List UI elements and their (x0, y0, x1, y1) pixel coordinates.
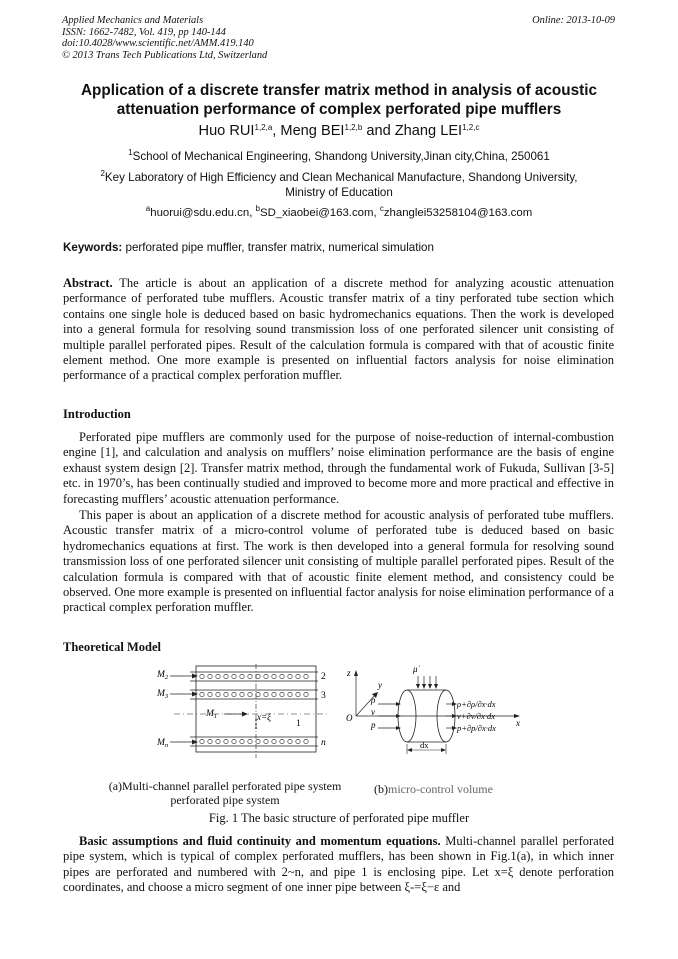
perforation-hole (264, 674, 268, 678)
caption-a-line-1: (a)Multi-channel parallel perforated pipe system (108, 779, 342, 793)
perforation-hole (200, 739, 204, 743)
perforation-hole (256, 674, 260, 678)
email-sup: c (379, 204, 384, 213)
perforation-hole (240, 692, 244, 696)
journal-name: Applied Mechanics and Materials (62, 15, 204, 26)
author-separator: and (362, 123, 395, 139)
theoretical-model-heading: Theoretical Model (63, 640, 162, 654)
perforation-hole (288, 739, 292, 743)
perforation-holes (200, 692, 308, 696)
perforation-hole (296, 674, 300, 678)
perforation-hole (208, 739, 212, 743)
figure-1a-caption (90, 779, 360, 807)
perforation-hole (264, 739, 268, 743)
perforation-hole (232, 692, 236, 696)
perforation-hole (240, 739, 244, 743)
affiliation-2 (60, 170, 618, 200)
perforation-hole (256, 739, 260, 743)
title-line-1: Application of a discrete transfer matrix method in analysis of acoustic (81, 82, 597, 99)
axis-y: y (378, 680, 382, 690)
caption-a-line-2: perforated pipe system (170, 793, 280, 807)
email-sup: a (145, 204, 151, 213)
perforation-hole (296, 739, 300, 743)
perforation-hole (288, 674, 292, 678)
perforation-hole (264, 692, 268, 696)
title-line-2: attenuation performance of complex perforated pipe mufflers (116, 101, 562, 118)
perforation-hole (280, 739, 284, 743)
introduction-paragraph-1: Perforated pipe mufflers are commonly used for the purpose of noise-reduction of internal-combustion engine [1], and calculation and analysis on mufflers’ noise elimination performance are the basis of engine exhaust system design [2]. Transfer matrix method, through the fundamental work of Fukuda, Sullivan [3-5] etc. in 1970’s, has been continually studied and improved to become more and more practical and effective in forecasting mufflers’ acoustic attenuation performance. (63, 430, 614, 506)
label-mass-flow: μ̇ (413, 664, 418, 674)
perforation-hole (272, 692, 276, 696)
label-m1: $M_1$ (206, 709, 218, 720)
affiliation-sup: 1 (128, 148, 133, 157)
perforation-hole (200, 674, 204, 678)
abstract-label: Abstract. (63, 276, 113, 290)
perforation-hole (224, 692, 228, 696)
label-pipe-1: 1 (296, 719, 301, 729)
perforation-hole (272, 674, 276, 678)
label-v: v (371, 707, 375, 717)
label-p-out: p+∂p/∂x·dx (457, 723, 496, 733)
introduction-paragraph-2: This paper is about an application of a discrete method for acoustic analysis of perforated tube mufflers. Acoustic transfer matrix of a micro-control volume of perforated tube is deduced based on basic hydromechanics equations at first. The work is then developed into a general formula for resolving sound transmission loss of one perforated silencer unit consisting of multiple parallel perforated pipes. Result of the calculation formula is compared with that of acoustic finite element method, and consistency could be observed. One more example is presented on influential factor analysis for noise elimination performance of a practical complex perforation muffler. (63, 508, 614, 615)
label-pipe-n: n (321, 738, 326, 748)
perforation-hole (216, 674, 220, 678)
perforation-holes (200, 674, 308, 678)
author-sup: 1,2,b (344, 123, 363, 132)
label-mn: $M_n$ (157, 738, 169, 749)
label-m2: $M_2$ (157, 670, 169, 681)
keywords-label: Keywords: (63, 241, 123, 254)
paper-title (40, 81, 638, 119)
perforation-hole (248, 739, 252, 743)
author-name: Meng BEI (280, 123, 345, 139)
perforation-hole (304, 692, 308, 696)
perforation-hole (296, 692, 300, 696)
label-dx: dx (420, 740, 429, 750)
perforation-hole (216, 739, 220, 743)
label-rho: ρ (371, 695, 376, 705)
perforation-hole (208, 692, 212, 696)
perforation-hole (224, 739, 228, 743)
journal-copyright: © 2013 Trans Tech Publications Ltd, Switzerland (62, 49, 268, 61)
journal-issn: ISSN: 1662-7482, Vol. 419, pp 140-144 (62, 26, 226, 38)
label-v-out: v+∂v/∂x·dx (457, 711, 495, 721)
perforation-hole (272, 739, 276, 743)
basic-assumptions-paragraph (63, 834, 614, 896)
label-xi: x=ξ (257, 712, 271, 722)
abstract (63, 276, 614, 384)
basic-assumptions-label: Basic assumptions and fluid continuity and momentum equations. (79, 834, 441, 848)
perforation-hole (248, 674, 252, 678)
journal-header (62, 15, 267, 61)
perforation-hole (280, 674, 284, 678)
perforation-hole (280, 692, 284, 696)
affiliation-text: Key Laboratory of High Efficiency and Clean Mechanical Manufacture, Shandong University, (104, 171, 578, 184)
author-sup: 1,2,c (462, 123, 480, 132)
basic-assumptions-text: Multi-channel parallel perforated pipe system, which is typical of complex perforated mufflers, has been shown in Fig.1(a), in which inner pipes are perforated and numbered with 2~n, and pipe 1 is enclosing pipe. Let x=ξ denote perforation coordinates, and choose a micro segment of one inner pipe between ξ-=ξ−ε and (63, 834, 614, 895)
perforation-hole (304, 739, 308, 743)
label-pipe-2: 2 (321, 672, 326, 682)
figure-1 (150, 664, 530, 764)
figure-1-caption: Fig. 1 The basic structure of perforated pipe muffler (208, 811, 470, 825)
perforation-hole (208, 674, 212, 678)
figure-1a-pipe-system (156, 664, 328, 758)
perforation-hole (232, 739, 236, 743)
label-p: p (371, 720, 376, 730)
caption-b-text: micro-control volume (388, 782, 493, 796)
figure-1b-micro-control-volume (346, 664, 520, 754)
perforation-hole (304, 674, 308, 678)
axis-x: x (516, 718, 520, 728)
journal-doi: doi:10.4028/www.scientific.net/AMM.419.140 (62, 38, 254, 50)
author-separator: , (272, 123, 281, 139)
figure-1b-caption (374, 782, 493, 797)
author-name: Zhang LEI (394, 123, 463, 139)
email-a: huorui@sdu.edu.cn, (150, 207, 256, 219)
perforation-hole (256, 692, 260, 696)
label-pipe-3: 3 (321, 691, 326, 701)
abstract-text: The article is about an application of a discrete method for analyzing acoustic attenuation performance of perforated tube mufflers. Acoustic transfer matrix of a tiny perforated tube section which contains one single hole is deduced based on basic hydromechanics equations. Then the work is developed into a general formula for resolving sound transmission loss of one perforated silencer unit consisting of multiple parallel perforated pipes. Result of the calculation formula is compared with that of acoustic finite element method. One more example is presented on influential factors analysis for noise elimination performance of a practical complex perforation muffler. (63, 276, 614, 383)
perforation-hole (240, 674, 244, 678)
origin-o: O (346, 713, 353, 723)
introduction-heading: Introduction (63, 407, 131, 421)
author-sup: 1,2,a (254, 123, 273, 132)
caption-b-prefix: (b) (374, 782, 388, 796)
perforation-hole (200, 692, 204, 696)
keywords (63, 241, 434, 254)
perforation-holes (200, 739, 308, 743)
affiliation-text: School of Mechanical Engineering, Shandong University,Jinan city,China, 250061 (132, 150, 550, 163)
author-list (40, 123, 638, 139)
email-sup: b (255, 204, 260, 213)
perforation-hole (248, 692, 252, 696)
author-name: Huo RUI (198, 123, 255, 139)
affiliation-1 (60, 149, 618, 164)
perforation-hole (216, 692, 220, 696)
email-c: zhanglei53258104@163.com (383, 207, 533, 219)
author-emails (40, 204, 638, 219)
perforation-hole (224, 674, 228, 678)
label-m3: $M_3$ (157, 689, 169, 700)
affiliation-sup: 2 (100, 169, 105, 178)
online-date: Online: 2013-10-09 (532, 15, 615, 26)
affiliation-text: Ministry of Education (285, 186, 393, 199)
axis-z: z (347, 668, 351, 678)
email-b: SD_xiaobei@163.com, (259, 207, 380, 219)
label-rho-out: ρ+∂ρ/∂x·dx (457, 699, 496, 709)
perforation-hole (288, 692, 292, 696)
perforation-hole (232, 674, 236, 678)
keywords-text: perforated pipe muffler, transfer matrix, numerical simulation (122, 241, 434, 254)
